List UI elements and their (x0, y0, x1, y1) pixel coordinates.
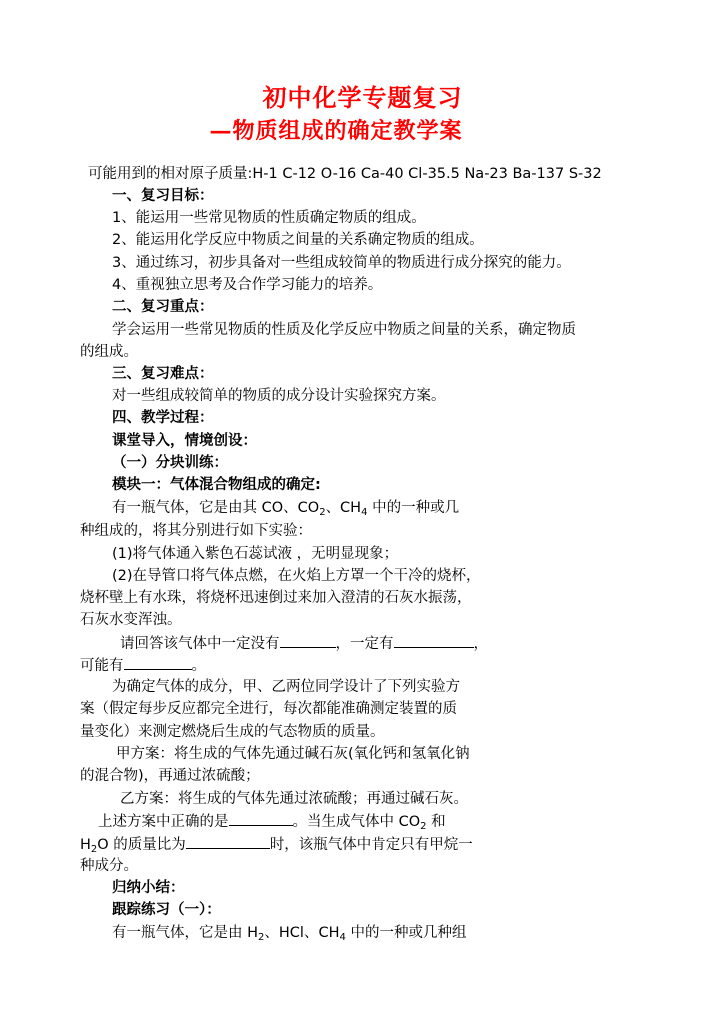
goal-item-1: 1、能运用一些常见物质的性质确定物质的组成。 (112, 210, 426, 226)
followup-heading: 跟踪练习（一）： (112, 902, 221, 918)
process-heading: 四、教学过程： (112, 410, 214, 426)
answer-blank-definitely-not[interactable] (280, 633, 336, 648)
question-2-text-e: O 的质量比为 (97, 837, 186, 853)
experiment-2-line-1: (2)在导管口将气体点燃，在火焰上方罩一个干冷的烧杯， (112, 568, 481, 584)
answer-blank-mass-ratio[interactable] (186, 834, 270, 849)
question-1-line-2 (80, 655, 206, 676)
key-text-line-1: 学会运用一些常见物质的性质及化学反应中物质之间量的关系，确定物质 (112, 322, 576, 338)
question-1-text-a: 请回答该气体中一定没有 (120, 636, 280, 652)
problem-1-text-b: 、CH (325, 500, 362, 516)
answer-blank-correct-plan[interactable] (229, 811, 293, 826)
question-2-line-3: 种成分。 (80, 858, 138, 874)
difficulty-text: 对一些组成较简单的物质的成分设计实验探究方案。 (112, 388, 446, 404)
answer-blank-may-have[interactable] (124, 655, 192, 670)
experiment-2-line-3: 石灰水变浑浊。 (80, 612, 182, 628)
intro-heading: 课堂导入，情境创设： (112, 433, 257, 449)
ch4-subscript-2: 4 (339, 932, 346, 943)
experiment-2-line-2: 烧杯壁上有水珠，将烧杯迅速倒过来加入澄清的石灰水振荡， (80, 590, 472, 606)
co2-subscript: 2 (319, 507, 326, 518)
co2-subscript-2: 2 (420, 821, 427, 832)
question-1-text-may-have: 可能有 (80, 658, 124, 674)
question-2-text-f: 时，该瓶气体中肯定只有甲烷一 (269, 837, 473, 853)
plan-a-line-1: 甲方案：将生成的气体先通过碱石灰(氧化钙和氢氧化钠 (116, 746, 470, 762)
followup-text-c: 中的一种或几种组 (345, 925, 467, 941)
question-2-line-1 (98, 811, 446, 832)
question-1-text-b: ，一定有 (335, 636, 394, 652)
question-1-text-c: ， (473, 636, 488, 652)
followup-text-b: 、HCl、CH (264, 925, 340, 941)
atomic-masses-line: 可能用到的相对原子质量:H-1 C-12 O-16 Ca-40 Cl-35.5 Na-23 Ba-137 S-32 (88, 166, 602, 182)
problem-1-line-2: 种组成的，将其分别进行如下实验： (80, 523, 312, 539)
difficulty-heading: 三、复习难点： (112, 366, 214, 382)
question-1-end: 。 (191, 658, 206, 674)
h2o-subscript: 2 (90, 844, 98, 855)
question-2-text-c: 和 (426, 814, 446, 830)
page-title: 初中化学专题复习 (262, 83, 463, 112)
goal-item-4: 4、重视独立思考及合作学习能力的培养。 (112, 277, 383, 293)
followup-problem-line-1 (112, 923, 466, 943)
question-1-line-1 (120, 633, 488, 654)
block-training-heading: （一）分块训练： (112, 455, 228, 471)
question-2-text-a: 上述方案中正确的是 (98, 814, 229, 830)
summary-heading: 归纳小结： (112, 880, 185, 896)
question-2-text-b: 。当生成气体中 CO (292, 814, 421, 830)
question-2-text-d: H (80, 837, 91, 853)
paragraph-2-line-3: 量变化）来测定燃烧后生成的气态物质的质量。 (80, 724, 385, 740)
question-2-line-2 (80, 834, 473, 855)
key-heading: 二、复习重点： (112, 299, 214, 315)
problem-1-text-a: 有一瓶气体，它是由其 CO、CO (112, 500, 320, 516)
goal-item-2: 2、能运用化学反应中物质之间量的关系确定物质的组成。 (112, 232, 484, 248)
goals-heading: 一、复习目标： (112, 188, 214, 204)
ch4-subscript: 4 (361, 507, 368, 518)
problem-1-line-1 (112, 498, 459, 518)
answer-blank-definitely-has[interactable] (394, 633, 474, 648)
h2-subscript: 2 (258, 932, 265, 943)
plan-a-line-2: 的混合物)，再通过浓硫酸； (80, 768, 260, 784)
problem-1-text-c: 中的一种或几 (367, 500, 460, 516)
paragraph-2-line-1: 为确定气体的成分，甲、乙两位同学设计了下列实验方 (112, 679, 460, 695)
paragraph-2-line-2: 案（假定每步反应都完全进行，每次都能准确测定装置的质 (80, 701, 457, 717)
followup-text-a: 有一瓶气体，它是由 H (112, 925, 259, 941)
key-text-line-2: 的组成。 (80, 344, 138, 360)
experiment-1: (1)将气体通入紫色石蕊试液 ，无明显现象； (112, 546, 399, 562)
goal-item-3: 3、通过练习，初步具备对一些组成较简单的物质进行成分探究的能力。 (112, 255, 571, 271)
module-one-heading: 模块一：气体混合物组成的确定: (112, 477, 321, 493)
page-subtitle: —物质组成的确定教学案 (209, 118, 463, 144)
plan-b: 乙方案：将生成的气体先通过浓硫酸；再通过碱石灰。 (120, 791, 468, 807)
